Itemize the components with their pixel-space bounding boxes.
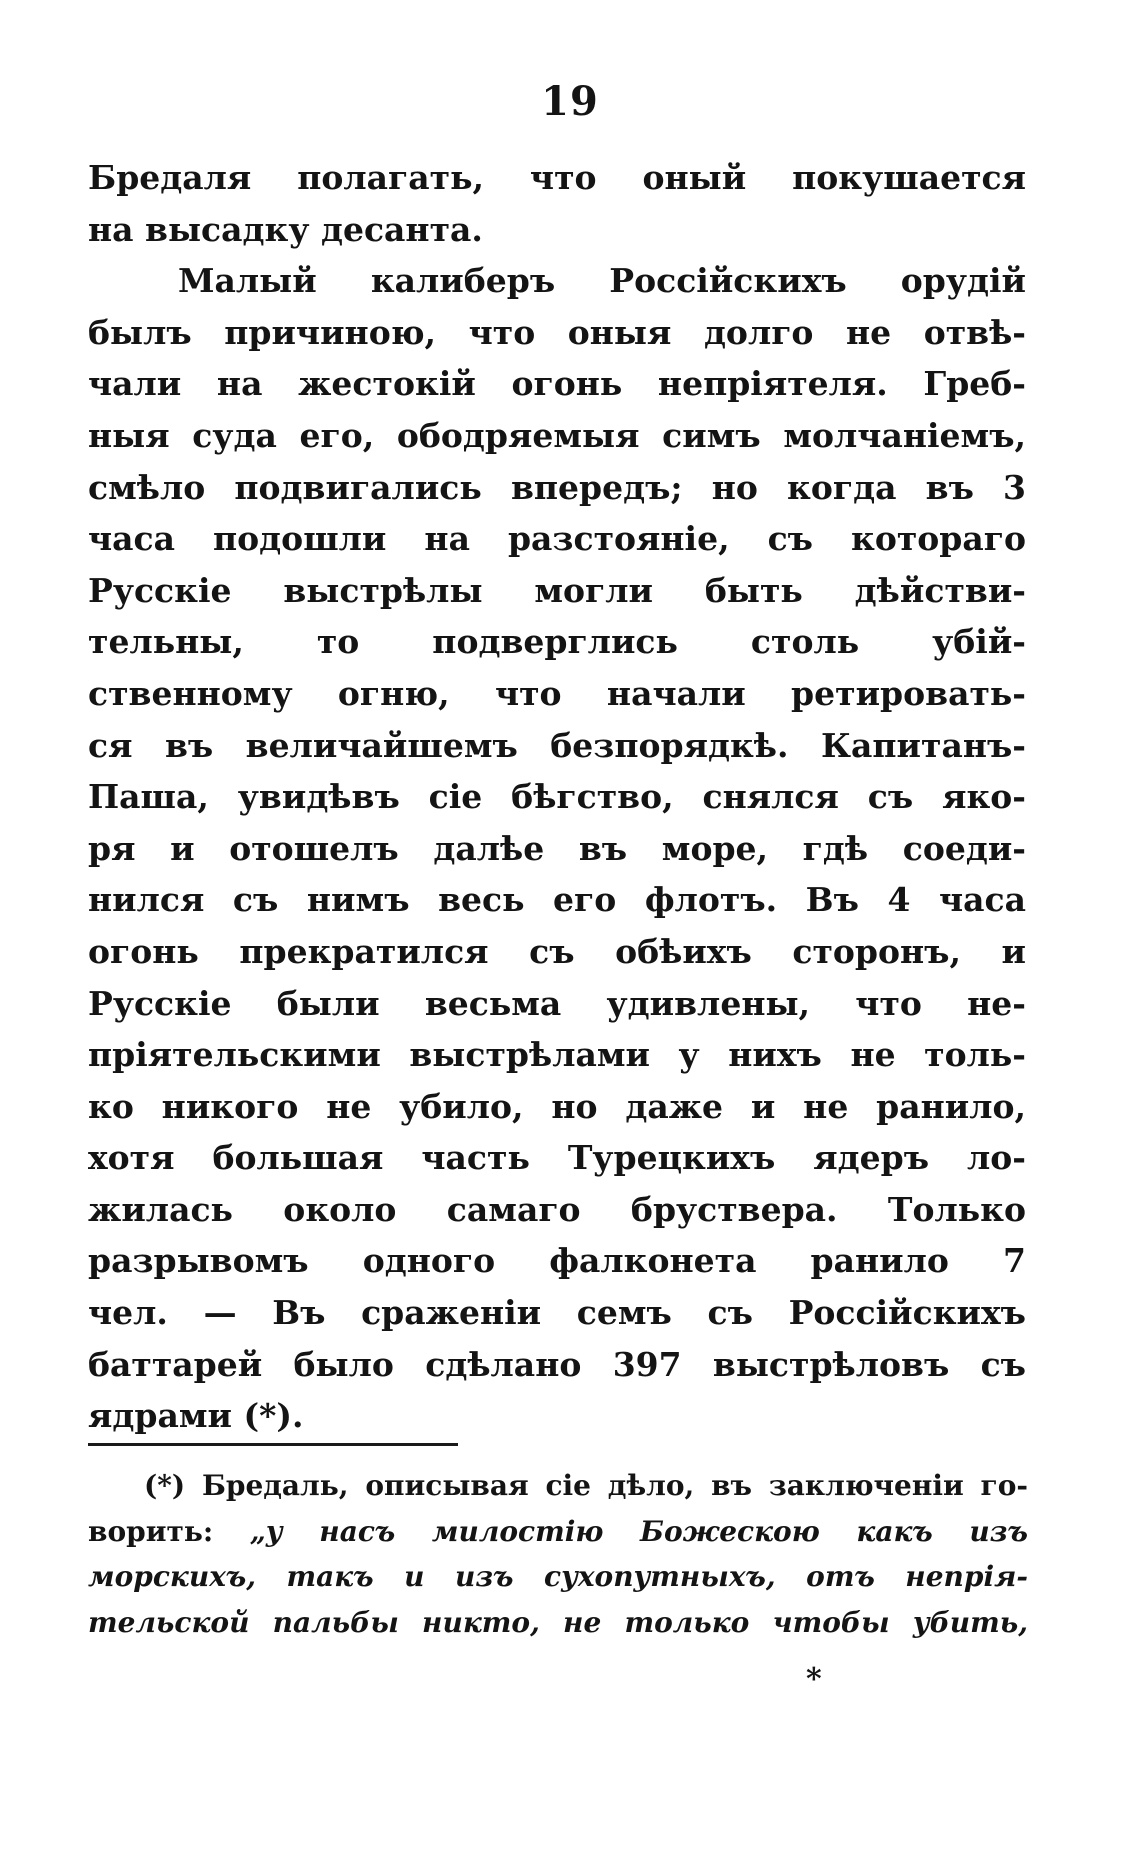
text-line: ственному огню, что начали ретировать- — [88, 673, 1026, 713]
text-line: Русскіе были весьма удивлены, что не- — [88, 983, 1026, 1023]
footnote — [88, 1463, 1028, 1645]
text-line: на высадку десанта. — [88, 209, 483, 249]
main-text — [88, 152, 1026, 1442]
text-line: тельны, то подверглись столь убій- — [88, 622, 1026, 662]
text-line: огонь прекратился съ обѣихъ сторонъ, и — [88, 931, 1026, 971]
text-line: чали на жестокій огонь непріятеля. Греб- — [88, 364, 1026, 404]
signature-mark: * — [806, 1662, 822, 1697]
page-number: 19 — [541, 78, 599, 125]
footnote-line — [88, 1509, 1028, 1555]
text-line: пріятельскими выстрѣлами у нихъ не толь- — [88, 1035, 1026, 1075]
text-line: былъ причиною, что оныя долго не отвѣ- — [88, 312, 1026, 352]
footnote-text: ворить: — [88, 1514, 250, 1548]
footnote-line — [88, 1600, 1028, 1646]
footnote-divider — [88, 1443, 458, 1446]
text-line: ря и отошелъ далѣе въ море, гдѣ соеди- — [88, 828, 1026, 868]
text-line: часа подошли на разстояніе, съ котораго — [88, 519, 1026, 559]
footnote-quote: тельской пальбы никто, не только чтобы убить, — [88, 1605, 1028, 1639]
footnote-line — [88, 1554, 1028, 1600]
text-line: хотя большая часть Турецкихъ ядеръ ло- — [88, 1138, 1026, 1178]
text-line: Бредаля полагать, что оный покушается — [88, 158, 1026, 197]
text-line: жилась около самаго бруствера. Только — [88, 1189, 1026, 1229]
text-line: ядрами (*). — [88, 1396, 304, 1436]
footnote-quote: морскихъ, такъ и изъ сухопутныхъ, отъ непрія- — [88, 1560, 1028, 1593]
text-line: Паша, увидѣвъ сіе бѣгство, снялся съ яко- — [88, 777, 1026, 817]
text-line: смѣло подвигались впередъ; но когда въ 3 — [88, 467, 1026, 507]
text-line: ко никого не убило, но даже и не ранило, — [88, 1086, 1026, 1126]
text-line: баттарей было сдѣлано 397 выстрѣловъ съ — [88, 1344, 1026, 1384]
text-line: чел. — Въ сраженіи семъ съ Россійскихъ — [88, 1293, 1026, 1333]
text-line: Русскіе выстрѣлы могли быть дѣйстви- — [88, 570, 1026, 610]
text-line: ся въ величайшемъ безпорядкѣ. Капитанъ- — [88, 725, 1026, 765]
text-line: разрывомъ одного фалконета ранило 7 — [88, 1241, 1026, 1281]
text-line: Малый калиберъ Россійскихъ орудій — [178, 261, 1026, 301]
text-line: нился съ нимъ весь его флотъ. Въ 4 часа — [88, 880, 1026, 920]
text-line: ныя суда его, ободряемыя симъ молчаніемъ, — [88, 415, 1026, 455]
footnote-line: (*) Бредаль, описывая сіе дѣло, въ заключеніи го- — [144, 1469, 1028, 1502]
footnote-quote: „у насъ милостію Божескою какъ изъ — [249, 1514, 1028, 1548]
